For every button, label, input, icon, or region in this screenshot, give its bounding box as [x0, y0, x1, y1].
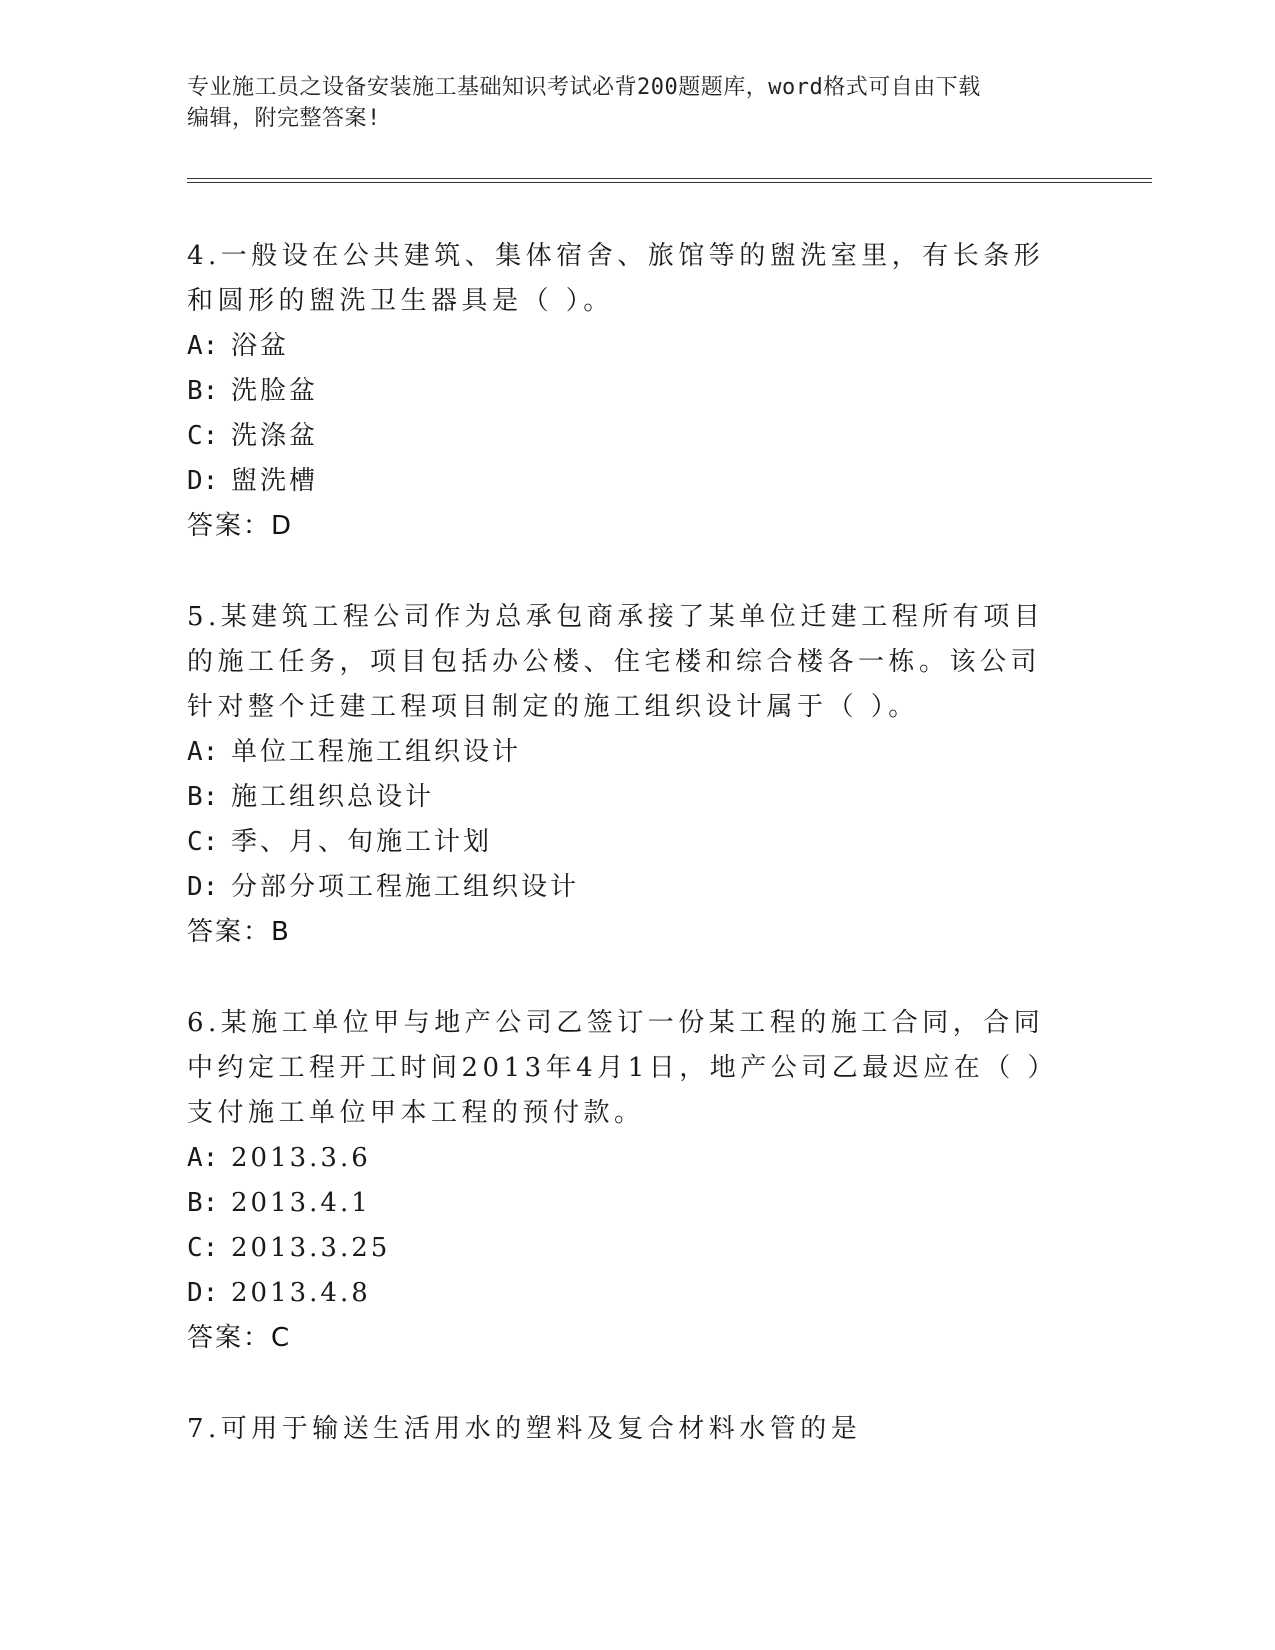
option-text: 分部分项工程施工组织设计 [231, 872, 580, 902]
option-a [187, 1136, 1067, 1181]
header-divider-top [187, 178, 1152, 179]
option-text: 施工组织总设计 [231, 782, 435, 812]
option-text: 浴盆 [231, 331, 290, 361]
option-key: B: [187, 1188, 219, 1218]
option-c [187, 820, 1067, 865]
question-text: 4.一般设在公共建筑、集体宿舍、旅馆等的盥洗室里，有长条形和圆形的盥洗卫生器具是（ ）。 [187, 241, 1045, 316]
option-d [187, 1271, 1067, 1316]
option-key: B: [187, 782, 219, 812]
option-key: C: [187, 827, 219, 857]
option-text: 盥洗槽 [231, 466, 319, 496]
answer-line: 答案：B [187, 917, 291, 947]
question-6 [187, 1001, 1067, 1361]
option-a [187, 324, 1067, 369]
option-key: B: [187, 376, 219, 406]
option-key: A: [187, 1143, 219, 1173]
answer-line: 答案：C [187, 1323, 292, 1353]
option-c [187, 414, 1067, 459]
option-b [187, 775, 1067, 820]
option-text: 季、月、旬施工计划 [231, 827, 493, 857]
question-5 [187, 595, 1067, 955]
header-line-2: 编辑，附完整答案! [187, 106, 381, 131]
option-d [187, 459, 1067, 504]
question-text: 6.某施工单位甲与地产公司乙签订一份某工程的施工合同，合同中约定工程开工时间2013年4月1日，地产公司乙最迟应在（ ）支付施工单位甲本工程的预付款。 [187, 1008, 1059, 1128]
header-line-1: 专业施工员之设备安装施工基础知识考试必背200题题库，word格式可自由下载 [187, 75, 981, 100]
option-key: C: [187, 421, 219, 451]
option-key: D: [187, 466, 219, 496]
option-b [187, 369, 1067, 414]
question-text: 7.可用于输送生活用水的塑料及复合材料水管的是 [187, 1414, 862, 1444]
option-key: C: [187, 1233, 219, 1263]
option-text: 洗涤盆 [231, 421, 319, 451]
option-text: 2013.4.8 [231, 1278, 371, 1308]
question-list [187, 234, 1067, 1498]
question-text: 5.某建筑工程公司作为总承包商承接了某单位迁建工程所有项目的施工任务，项目包括办公楼、住宅楼和综合楼各一栋。该公司针对整个迁建工程项目制定的施工组织设计属于（ ）。 [187, 602, 1045, 722]
question-7 [187, 1407, 1067, 1452]
option-key: A: [187, 737, 219, 767]
option-text: 2013.3.25 [231, 1233, 391, 1263]
option-text: 2013.4.1 [231, 1188, 371, 1218]
answer-line: 答案：D [187, 511, 294, 541]
option-text: 单位工程施工组织设计 [231, 737, 522, 767]
question-4 [187, 234, 1067, 549]
header-divider-bottom [187, 182, 1152, 183]
option-c [187, 1226, 1067, 1271]
option-text: 2013.3.6 [231, 1143, 371, 1173]
option-key: A: [187, 331, 219, 361]
option-d [187, 865, 1067, 910]
option-key: D: [187, 1278, 219, 1308]
option-key: D: [187, 872, 219, 902]
option-a [187, 730, 1067, 775]
document-header [187, 72, 1087, 134]
option-b [187, 1181, 1067, 1226]
option-text: 洗脸盆 [231, 376, 319, 406]
